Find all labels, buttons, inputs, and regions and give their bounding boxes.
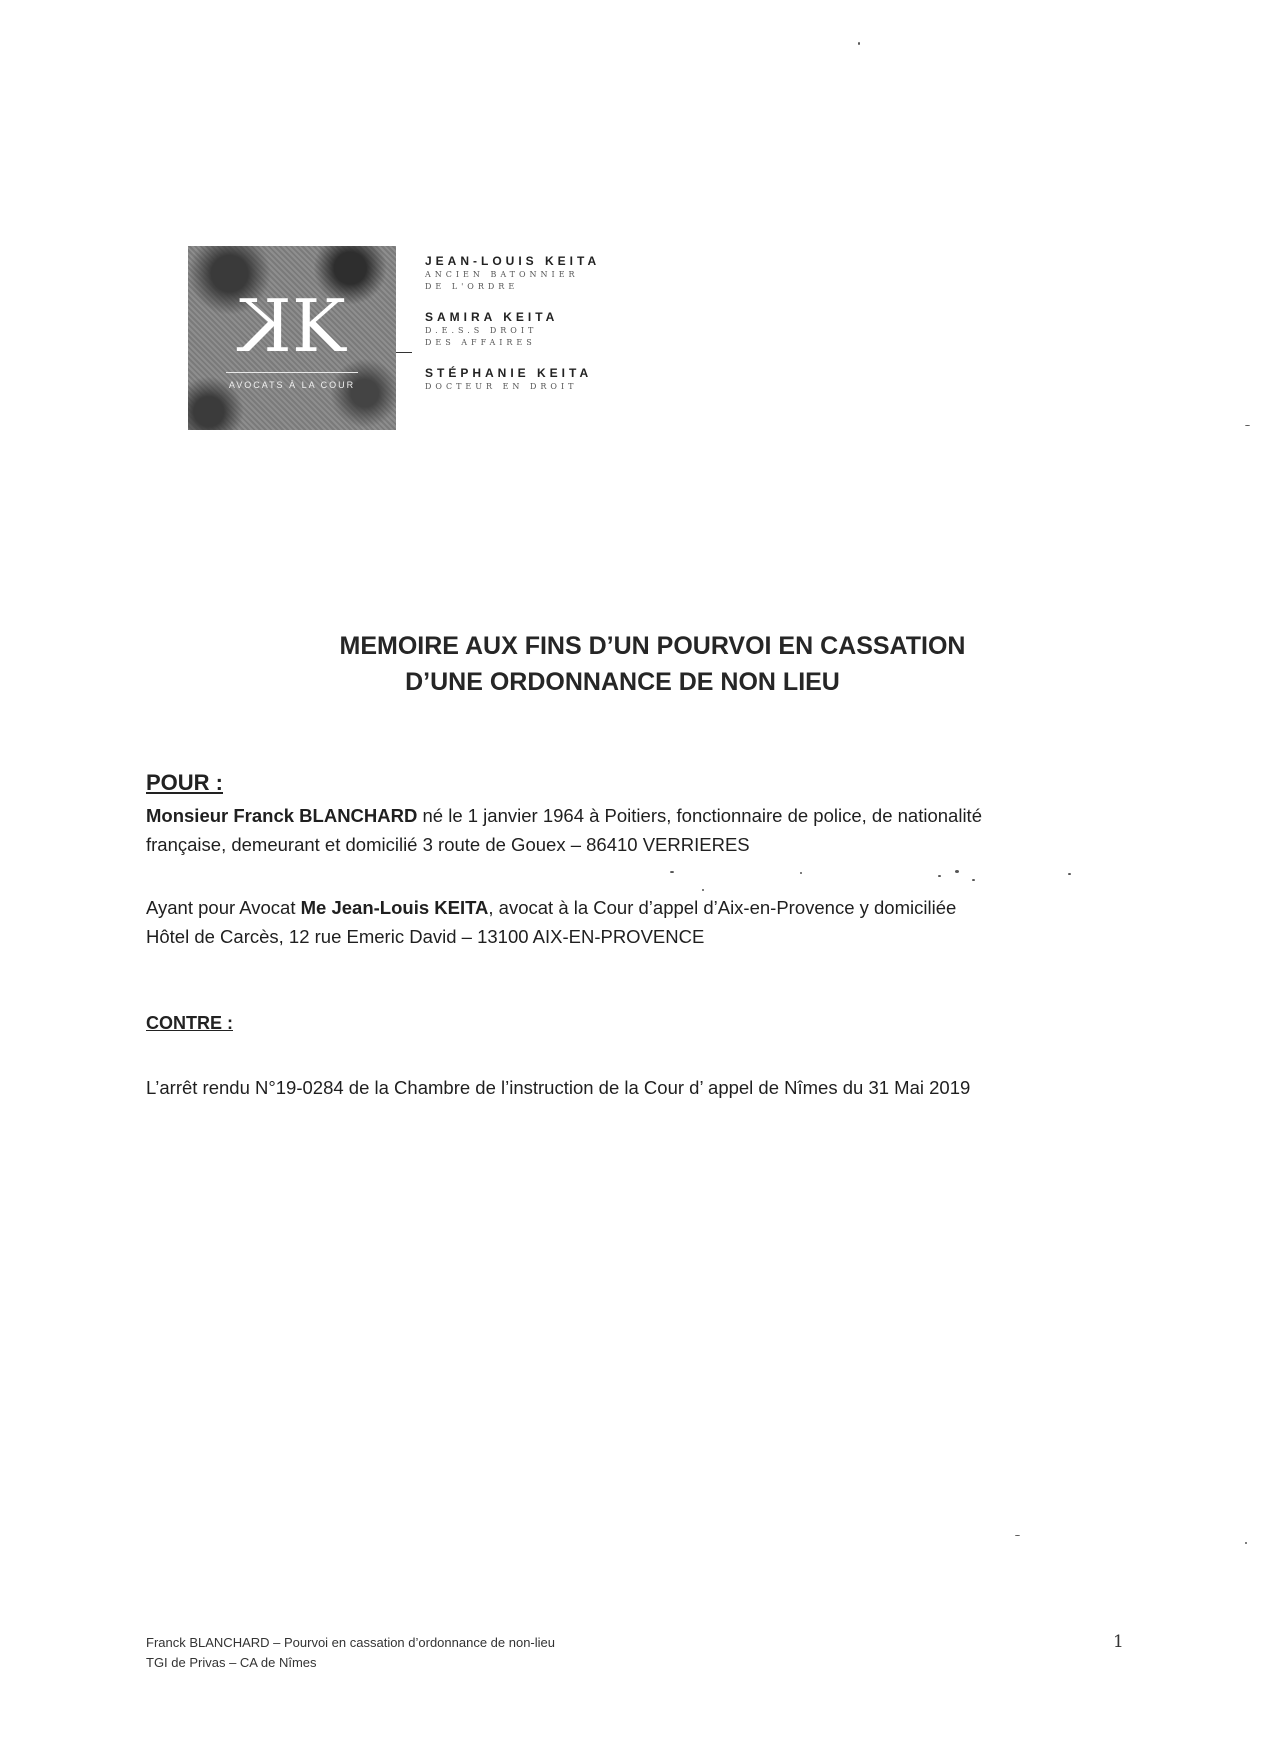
partner-name: JEAN-LOUIS KEITA [425,254,601,268]
avocat-name: Me Jean-Louis KEITA [300,897,489,918]
page-number: 1 [1113,1632,1124,1652]
pour-heading: POUR : [146,770,223,795]
scan-speck [800,872,802,874]
partner-list [425,254,685,410]
arret-paragraph [146,1073,1128,1102]
scan-speck [1068,873,1071,875]
scan-speck [1245,425,1250,426]
avocat-line-1 [146,893,1128,922]
logo-caption: AVOCATS À LA COUR [228,380,356,390]
logo-letter-mirrored: K [232,284,292,368]
logo-rule [226,372,358,373]
client-line-1 [146,801,1128,830]
footer-line-2: TGI de Privas – CA de Nîmes [146,1655,317,1670]
client-line-2: française, demeurant et domicilié 3 route de Gouex – 86410 VERRIERES [146,834,750,855]
partner-block [425,254,685,293]
partner-title: ANCIEN BATONNIER [425,270,579,279]
avocat-line-2: Hôtel de Carcès, 12 rue Emeric David – 13100 AIX-EN-PROVENCE [146,926,705,947]
arret-line: L’arrêt rendu N°19-0284 de la Chambre de l’instruction de la Cour d’ appel de Nîmes du 31 Mai 2019 [146,1077,971,1098]
partner-title: DOCTEUR EN DROIT [425,382,578,391]
avocat-paragraph [146,893,1128,951]
contre-heading: CONTRE : [146,1013,233,1033]
scan-speck [938,875,941,877]
partner-title: DES AFFAIRES [425,338,536,347]
scan-speck [972,879,975,881]
footer-line-1: Franck BLANCHARD – Pourvoi en cassation d’ordonnance de non-lieu [146,1635,555,1650]
partner-title: D.E.S.S DROIT [425,326,538,335]
partner-block [425,366,685,393]
document-title [0,628,1275,700]
logo-letter: K [292,284,352,368]
partner-block [425,310,685,349]
scan-speck [670,871,674,873]
logo-letters [188,286,396,366]
firm-logo [188,246,396,430]
scan-speck [955,870,959,873]
scan-speck [1015,1535,1020,1536]
page-footer [146,1633,555,1673]
scan-speck [858,42,860,45]
client-details: né le 1 janvier 1964 à Poitiers, fonctionnaire de police, de nationalité [417,805,982,826]
scan-speck [1245,1542,1247,1544]
partner-name: STÉPHANIE KEITA [425,366,593,380]
client-name: Monsieur Franck BLANCHARD [146,805,418,826]
scan-speck [702,889,704,891]
partner-title: DE L'ORDRE [425,282,519,291]
title-line-2: D’UNE ORDONNANCE DE NON LIEU [405,668,840,696]
title-line-1: MEMOIRE AUX FINS D’UN POURVOI EN CASSATION [339,632,966,660]
client-paragraph [146,801,1128,859]
partner-name: SAMIRA KEITA [425,310,559,324]
letterhead-dash [396,352,412,353]
avocat-lead: Ayant pour Avocat [146,897,301,918]
avocat-details: , avocat à la Cour d’appel d’Aix-en-Provence y domiciliée [488,897,957,918]
